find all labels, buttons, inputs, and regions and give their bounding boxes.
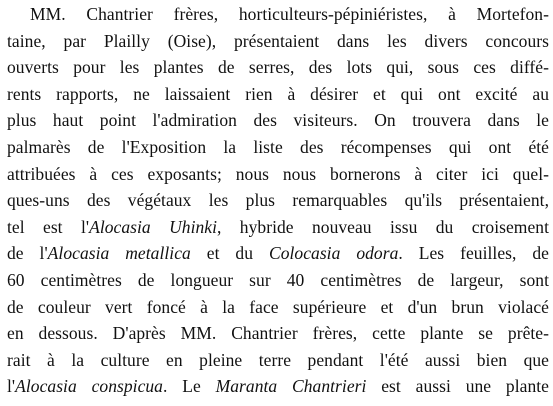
- text-segment: est aussi une plante: [366, 376, 549, 397]
- text-line: [7, 161, 549, 187]
- text-line: [7, 320, 549, 346]
- text-segment: en dessous. D'après MM. Chantrier frères, cette plante se prête-: [7, 323, 549, 344]
- text-segment: l': [7, 376, 16, 397]
- text-line: [7, 240, 549, 266]
- text-segment: , hybride nouveau issu du croisement: [217, 216, 549, 237]
- italic-species-name: Alocasia Uhinki: [89, 216, 218, 237]
- italic-species-name: Maranta Chantrieri: [215, 376, 367, 397]
- text-line: [7, 294, 549, 320]
- text-segment: rait à la culture en pleine terre pendant l'été aussi bien que: [7, 349, 549, 370]
- text-segment: . Le: [163, 376, 216, 397]
- text-line: [7, 267, 549, 293]
- text-line: [7, 347, 549, 373]
- text-line: [7, 107, 549, 133]
- text-segment: . Les feuilles, de: [398, 243, 549, 264]
- text-segment: plus haut point l'admiration des visiteurs. On trouvera dans le: [7, 110, 549, 131]
- text-line: [7, 134, 549, 160]
- text-line: [7, 373, 549, 399]
- text-line: [7, 81, 549, 107]
- text-segment: et du: [190, 243, 269, 264]
- text-segment: attribuées à ces exposants; nous nous bornerons à citer ici quel-: [7, 163, 549, 184]
- text-segment: rents rapports, ne laissaient rien à désirer et qui ont excité au: [7, 83, 549, 104]
- italic-species-name: Alocasia metallica: [47, 243, 191, 264]
- text-segment: ouverts pour les plantes de serres, des lots qui, sous ces diffé-: [7, 57, 549, 78]
- text-line: [7, 214, 549, 240]
- text-segment: MM. Chantrier frères, horticulteurs-pépiniéristes, à Mortefon-: [30, 4, 549, 24]
- text-segment: de couleur vert foncé à la face supérieure et d'un brun violacé: [7, 296, 549, 317]
- text-segment: 60 centimètres de longueur sur 40 centimètres de largeur, sont: [7, 270, 549, 290]
- text-line: [7, 54, 549, 80]
- italic-species-name: Colocasia odora: [268, 243, 399, 264]
- text-segment: palmarès de l'Exposition la liste des récompenses qui ont été: [7, 137, 549, 157]
- text-line: [30, 1, 549, 27]
- text-line: [7, 28, 549, 54]
- text-segment: de l': [7, 243, 48, 264]
- italic-species-name: Alocasia conspicua: [15, 376, 163, 397]
- text-segment: tel est l': [7, 216, 90, 237]
- text-segment: ques-uns des végétaux les plus remarquables qu'ils présentaient,: [7, 190, 549, 211]
- text-segment: taine, par Plailly (Oise), présentaient dans les divers concours: [7, 30, 549, 51]
- text-line: [7, 187, 549, 213]
